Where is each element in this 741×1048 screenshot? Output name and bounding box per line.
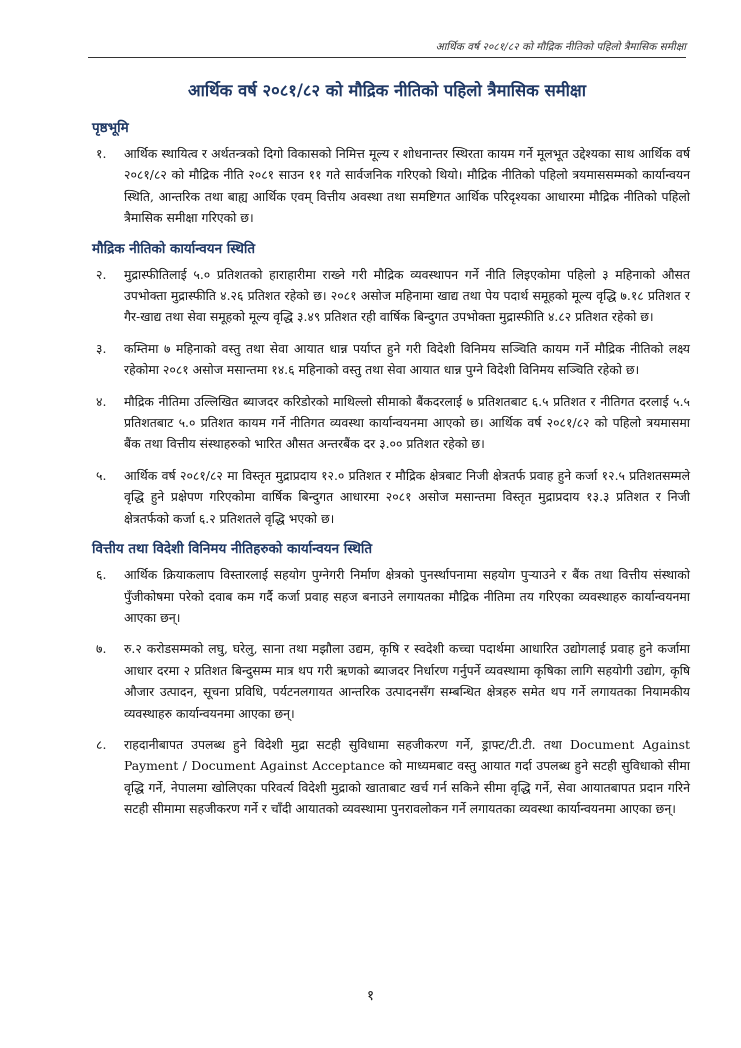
document-body — [92, 118, 690, 830]
paragraph-number: ७. — [96, 641, 107, 657]
paragraph-text: कम्तिमा ७ महिनाको वस्तु तथा सेवा आयात धान्न पर्याप्त हुने गरी विदेशी विनिमय सञ्चिति कायम गर्ने मौद्रिक नीतिको लक्ष्य रहेकोमा २०८१ असोज मसान्तमा १४.६ महिनाको वस्तु तथा सेवा आयात धान्न पुग्ने विदेशी विनिमय सञ्चिति रहेको छ। — [124, 340, 690, 378]
paragraph-number: ६. — [96, 567, 107, 583]
paragraph-text: राहदानीबापत उपलब्ध हुने विदेशी मुद्रा सटही सुविधामा सहजीकरण गर्ने, ड्राफ्ट/टी.टी. तथा Document Against Payment / Document Against Acceptance को माध्यमबाट वस्तु आयात गर्दा उपलब्ध हुने सटही सुविधाको सीमा वृद्धि गर्ने, नेपालमा खोलिएका परिवर्त्य विदेशी मुद्राको खाताबाट खर्च गर्न सकिने सीमा वृद्धि गर्ने, सेवा आयातबापत प्रदान गरिने सटही सीमामा सहजीकरण गर्ने र चाँदी आयातको व्यवस्थामा पुनरावलोकन गर्ने लगायतका व्यवस्था कार्यान्वयनमा आएका छन्। — [124, 736, 690, 817]
document-title: आर्थिक वर्ष २०८१/८२ को मौद्रिक नीतिको पहिलो त्रैमासिक समीक्षा — [188, 81, 586, 100]
paragraph-number: ५. — [96, 467, 107, 483]
paragraph-4 — [96, 391, 690, 455]
paragraph-3 — [96, 338, 690, 381]
paragraph-text: आर्थिक वर्ष २०८१/८२ मा विस्तृत मुद्राप्रदाय १२.० प्रतिशत र मौद्रिक क्षेत्रबाट निजी क्षेत्रतर्फ प्रवाह हुने कर्जा १२.५ प्रतिशतसम्मले वृद्धि हुने प्रक्षेपण गरिएकोमा वार्षिक बिन्दुगत आधारमा २०८१ असोज मसान्तमा विस्तृत मुद्राप्रदाय १३.३ प्रतिशत र निजी क्षेत्रतर्फको कर्जा ६.२ प्रतिशतले वृद्धि भएको छ। — [124, 467, 690, 526]
page-number: १ — [366, 988, 375, 1004]
section-heading-background: पृष्ठभूमि — [92, 120, 129, 136]
running-header: आर्थिक वर्ष २०८१/८२ को मौद्रिक नीतिको पहिलो त्रैमासिक समीक्षा — [435, 41, 686, 53]
paragraph-text: आर्थिक स्थायित्व र अर्थतन्त्रको दिगो विकासको निमित्त मूल्य र शोधनान्तर स्थिरता कायम गर्ने मूलभूत उद्देश्यका साथ आर्थिक वर्ष २०८१/८२ को मौद्रिक नीति २०८१ साउन ११ गते सार्वजनिक गरिएको थियो। मौद्रिक नीतिको पहिलो त्रयमाससम्मको कार्यान्वयन स्थिति, आन्तरिक तथा बाह्य आर्थिक एवम् वित्तीय अवस्था तथा समष्टिगत आर्थिक परिदृश्यका आधारमा मौद्रिक नीतिको पहिलो त्रैमासिक समीक्षा गरिएको छ। — [124, 146, 690, 226]
paragraph-number: ४. — [96, 393, 107, 409]
section-heading-monetary-policy: मौद्रिक नीतिको कार्यान्वयन स्थिति — [92, 240, 256, 257]
paragraph-text: रु.२ करोडसम्मको लघु, घरेलु, साना तथा मझौला उद्यम, कृषि र स्वदेशी कच्चा पदार्थमा आधारित उद्योगलाई प्रवाह हुने कर्जामा आधार दरमा २ प्रतिशत बिन्दुसम्म मात्र थप गरी ऋणको ब्याजदर निर्धारण गर्नुपर्ने व्यवस्थामा कृषिका लागि सहयोगी उद्योग, कृषि औजार उत्पादन, सूचना प्रविधि, पर्यटनलगायत आन्तरिक उत्पादनसँग सम्बन्धित क्षेत्रहरु समेत थप गर्ने लगायतका नियामकीय व्यवस्थाहरु कार्यान्वयनमा आएका छन्। — [124, 641, 690, 721]
paragraph-5 — [96, 465, 690, 529]
section-heading-financial-forex-policy: वित्तीय तथा विदेशी विनिमय नीतिहरुको कार्यान्वयन स्थिति — [92, 541, 373, 558]
paragraph-number: ८. — [96, 736, 107, 752]
paragraph-text: आर्थिक क्रियाकलाप विस्तारलाई सहयोग पुग्नेगरी निर्माण क्षेत्रको पुनर्स्थापनामा सहयोग पुऱ्याउने र बैंक तथा वित्तीय संस्थाको पुँजीकोषमा परेको दवाब कम गर्दै कर्जा प्रवाह सहज बनाउने लगायतका मौद्रिक नीतिमा तय गरिएका व्यवस्थाहरु कार्यान्वयनमा आएका छन्। — [124, 567, 690, 625]
paragraph-1 — [96, 143, 690, 229]
paragraph-text: मौद्रिक नीतिमा उल्लिखित ब्याजदर करिडोरको माथिल्लो सीमाको बैंकदरलाई ७ प्रतिशतबाट ६.५ प्रतिशत र नीतिगत दरलाई ५.५ प्रतिशतबाट ५.० प्रतिशत कायम गर्ने नीतिगत व्यवस्था कार्यान्वयनमा आएको छ। आर्थिक वर्ष २०८१/८२ को पहिलो त्रयमासमा बैंक तथा वित्तीय संस्थाहरुको भारित औसत अन्तरबैंक दर ३.०० प्रतिशत रहेको छ। — [124, 393, 690, 452]
paragraph-number: १. — [96, 146, 107, 161]
paragraph-7 — [96, 638, 690, 724]
paragraph-text: मुद्रास्फीतिलाई ५.० प्रतिशतको हाराहारीमा राख्ने गरी मौद्रिक व्यवस्थापन गर्ने नीति लिइएकोमा पहिलो ३ महिनाको औसत उपभोक्ता मुद्रास्फीति ४.२६ प्रतिशत रहेको छ। २०८१ असोज महिनामा खाद्य तथा पेय पदार्थ समूहको मूल्य वृद्धि ७.१८ प्रतिशत र गैर-खाद्य तथा सेवा समूहको मूल्य वृद्धि ३.४९ प्रतिशत रही वार्षिक बिन्दुगत उपभोक्ता मुद्रास्फीति ४.८२ प्रतिशत रहेको छ। — [124, 266, 690, 325]
paragraph-2 — [96, 264, 690, 328]
paragraph-number: २. — [96, 266, 107, 282]
header-rule — [88, 57, 686, 58]
paragraph-8 — [96, 734, 690, 820]
paragraph-6 — [96, 564, 690, 628]
paragraph-number: ३. — [96, 340, 107, 356]
